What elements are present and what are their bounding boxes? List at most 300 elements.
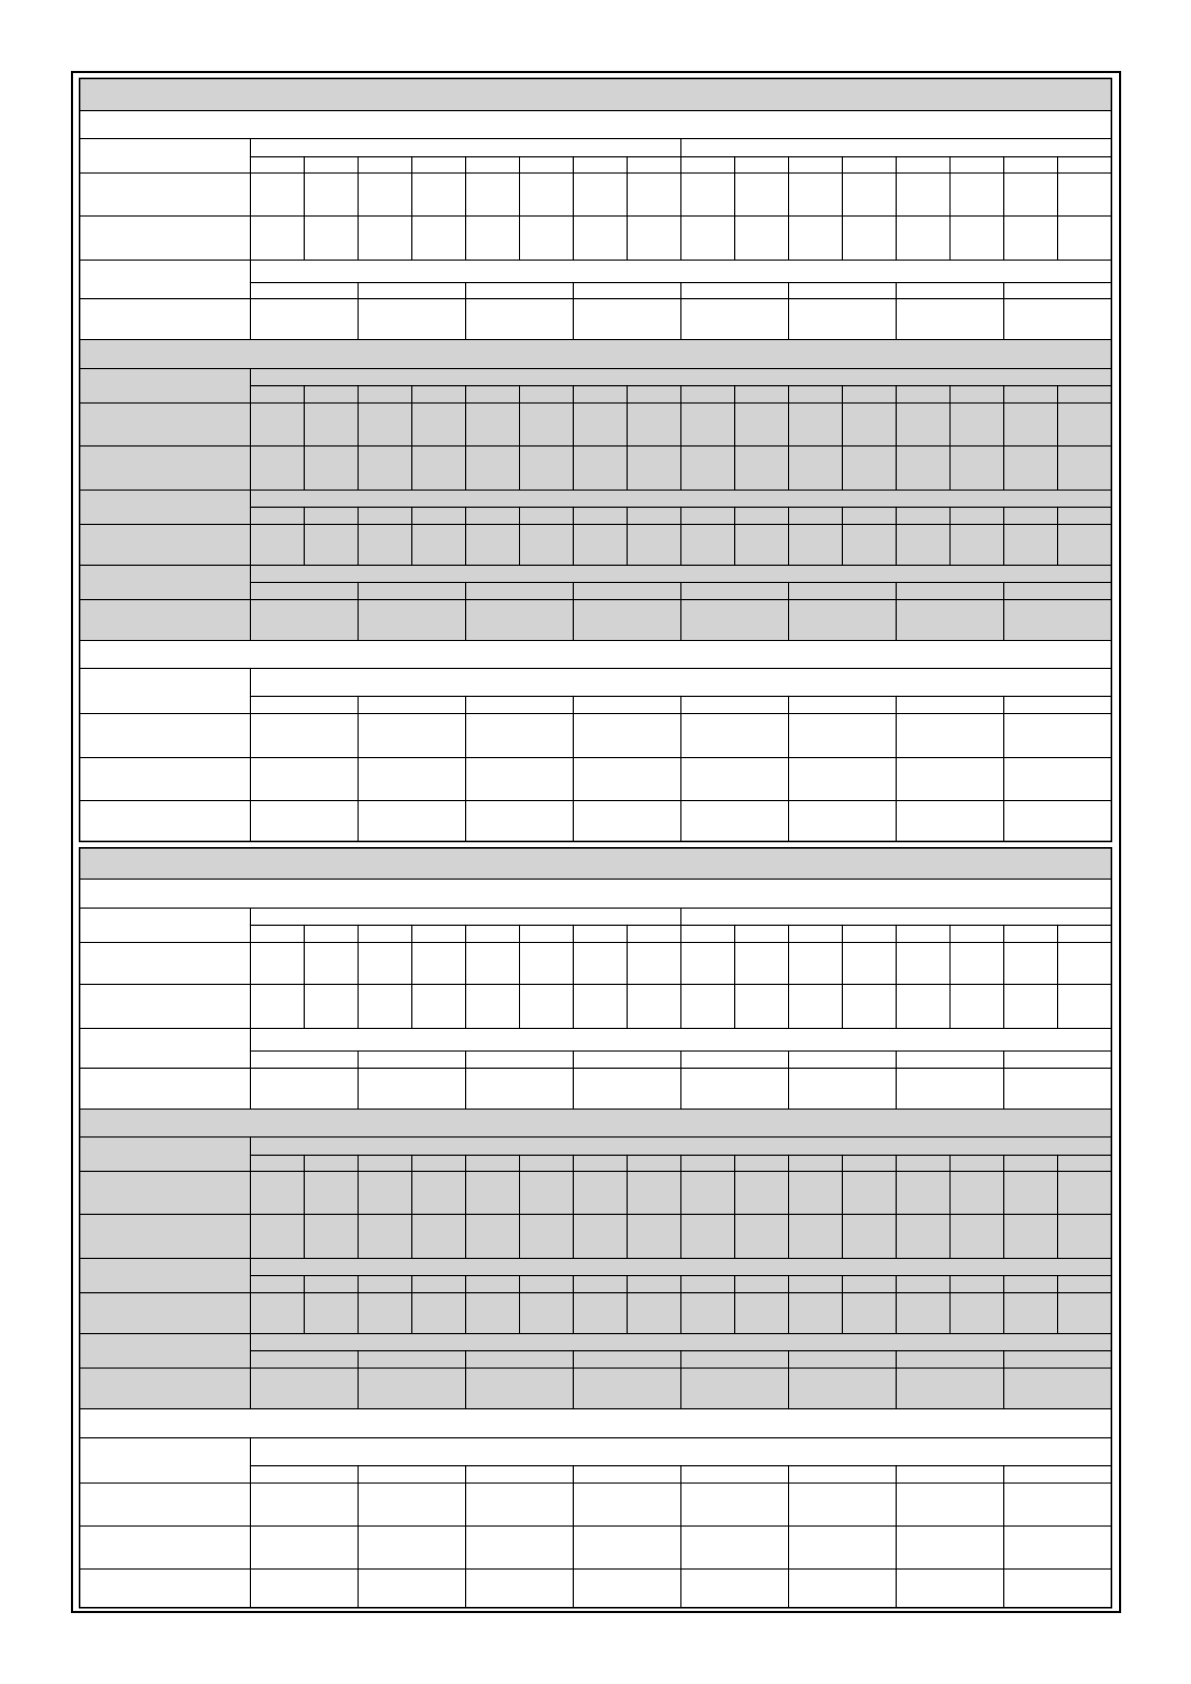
entry-cell [789, 942, 843, 984]
section-band [80, 78, 1112, 110]
entry-cell [466, 758, 574, 801]
row-label-cell [80, 490, 251, 524]
entry-cell [573, 403, 627, 446]
column-header-cell [950, 1155, 1004, 1171]
entry-cell [627, 1293, 681, 1334]
column-header-cell [735, 386, 789, 403]
entry-cell [520, 173, 574, 216]
entry-cell [1004, 801, 1112, 842]
entry-cell [789, 1293, 843, 1334]
entry-cell [412, 984, 466, 1028]
entry-cell [789, 1171, 843, 1214]
entry-cell [466, 299, 574, 340]
group-header-cell [250, 668, 1111, 696]
form-row [80, 1068, 1112, 1109]
column-header-cell [520, 1276, 574, 1293]
entry-cell [466, 216, 520, 260]
column-header-cell [412, 507, 466, 524]
section-band [80, 111, 1112, 139]
group-header-cell [250, 1137, 1111, 1155]
column-header-cell [573, 386, 627, 403]
column-header-cell [789, 283, 897, 299]
column-header-cell [1004, 696, 1112, 713]
entry-cell [250, 1483, 358, 1526]
entry-cell [466, 600, 574, 641]
entry-cell [1004, 524, 1058, 565]
entry-cell [842, 173, 896, 216]
entry-cell [358, 1171, 412, 1214]
form-row [80, 1109, 1112, 1137]
form-row [80, 446, 1112, 490]
entry-cell [466, 524, 520, 565]
entry-cell [358, 216, 412, 260]
column-header-cell [789, 1155, 843, 1171]
entry-cell [789, 600, 897, 641]
column-header-cell [304, 1276, 358, 1293]
entry-cell [520, 1293, 574, 1334]
entry-cell [1058, 173, 1112, 216]
column-header-cell [304, 386, 358, 403]
entry-cell [1058, 446, 1112, 490]
group-header-cell [250, 490, 1111, 507]
column-header-cell [358, 696, 466, 713]
entry-cell [250, 758, 358, 801]
column-header-cell [466, 1051, 574, 1068]
column-header-cell [358, 157, 412, 173]
group-header-cell [250, 1028, 1111, 1051]
entry-cell [1004, 403, 1058, 446]
column-header-cell [250, 1466, 358, 1483]
column-header-cell [896, 582, 1004, 599]
column-header-cell [520, 1155, 574, 1171]
entry-cell [573, 1526, 681, 1569]
entry-cell [412, 173, 466, 216]
entry-cell [573, 216, 627, 260]
entry-cell [896, 1569, 1004, 1608]
entry-cell [250, 600, 358, 641]
entry-cell [681, 403, 735, 446]
column-header-cell [466, 1466, 574, 1483]
column-header-cell [627, 1276, 681, 1293]
entry-cell [466, 942, 520, 984]
entry-cell [412, 1293, 466, 1334]
column-header-cell [466, 157, 520, 173]
entry-cell [950, 942, 1004, 984]
column-header-cell [627, 925, 681, 942]
entry-cell [789, 403, 843, 446]
row-label-cell [80, 299, 251, 340]
entry-cell [1058, 942, 1112, 984]
entry-cell [573, 299, 681, 340]
entry-cell [1058, 984, 1112, 1028]
entry-cell [789, 216, 843, 260]
entry-cell [896, 1368, 1004, 1409]
column-header-cell [735, 157, 789, 173]
column-header-cell [842, 1276, 896, 1293]
column-header-cell [304, 1155, 358, 1171]
column-header-cell [789, 925, 843, 942]
column-header-cell [250, 582, 358, 599]
entry-cell [681, 1068, 789, 1109]
row-label-cell [80, 260, 251, 299]
column-header-cell [681, 1466, 789, 1483]
entry-cell [520, 984, 574, 1028]
section-band [80, 1109, 1112, 1137]
form-block-1 [80, 78, 1112, 841]
entry-cell [789, 1068, 897, 1109]
entry-cell [896, 714, 1004, 758]
column-header-cell [573, 1155, 627, 1171]
column-header-cell [250, 157, 304, 173]
column-header-cell [466, 925, 520, 942]
entry-cell [681, 942, 735, 984]
entry-cell [735, 1214, 789, 1258]
entry-cell [950, 173, 1004, 216]
entry-cell [789, 714, 897, 758]
entry-cell [950, 524, 1004, 565]
column-header-cell [250, 696, 358, 713]
entry-cell [466, 446, 520, 490]
column-header-cell [1004, 507, 1058, 524]
column-header-cell [304, 157, 358, 173]
entry-cell [358, 758, 466, 801]
entry-cell [896, 216, 950, 260]
entry-cell [573, 524, 627, 565]
entry-cell [466, 1293, 520, 1334]
column-header-cell [789, 507, 843, 524]
column-header-cell [735, 1276, 789, 1293]
entry-cell [466, 1526, 574, 1569]
entry-cell [896, 1214, 950, 1258]
entry-cell [520, 524, 574, 565]
column-header-cell [896, 507, 950, 524]
entry-cell [573, 173, 627, 216]
row-label-cell [80, 942, 251, 984]
entry-cell [250, 714, 358, 758]
entry-cell [789, 984, 843, 1028]
form-row [80, 1409, 1112, 1438]
section-band [80, 848, 1112, 879]
column-header-cell [250, 1051, 358, 1068]
entry-cell [950, 1293, 1004, 1334]
column-header-cell [842, 925, 896, 942]
form-row [80, 216, 1112, 260]
entry-cell [358, 1214, 412, 1258]
entry-cell [250, 801, 358, 842]
row-label-cell [80, 1438, 251, 1483]
entry-cell [681, 173, 735, 216]
row-label-cell [80, 446, 251, 490]
entry-cell [735, 446, 789, 490]
group-header-cell [250, 139, 681, 157]
entry-cell [520, 216, 574, 260]
entry-cell [1004, 216, 1058, 260]
entry-cell [1004, 1569, 1112, 1608]
form-row [80, 984, 1112, 1028]
entry-cell [466, 1368, 574, 1409]
entry-cell [573, 1483, 681, 1526]
entry-cell [896, 801, 1004, 842]
entry-cell [412, 524, 466, 565]
section-band [80, 641, 1112, 669]
form-row [80, 1171, 1112, 1214]
entry-cell [250, 1569, 358, 1608]
column-header-cell [358, 582, 466, 599]
column-header-cell [789, 1051, 897, 1068]
column-header-cell [250, 283, 358, 299]
entry-cell [627, 446, 681, 490]
row-label-cell [80, 1569, 251, 1608]
entry-cell [1004, 1368, 1112, 1409]
row-label-cell [80, 1171, 251, 1214]
form-row [80, 668, 1112, 713]
column-header-cell [520, 507, 574, 524]
entry-cell [1004, 984, 1058, 1028]
entry-cell [304, 524, 358, 565]
entry-cell [573, 1171, 627, 1214]
entry-cell [681, 1483, 789, 1526]
entry-cell [358, 942, 412, 984]
row-label-cell [80, 1137, 251, 1171]
column-header-cell [842, 507, 896, 524]
group-header-cell [250, 908, 681, 925]
entry-cell [681, 299, 789, 340]
column-header-cell [896, 1351, 1004, 1368]
entry-cell [358, 299, 466, 340]
entry-cell [1058, 1293, 1112, 1334]
column-header-cell [735, 1155, 789, 1171]
group-header-cell [250, 1334, 1111, 1351]
entry-cell [950, 446, 1004, 490]
entry-cell [304, 1171, 358, 1214]
column-header-cell [789, 386, 843, 403]
column-header-cell [1058, 507, 1112, 524]
entry-cell [1058, 403, 1112, 446]
row-label-cell [80, 1214, 251, 1258]
entry-cell [1004, 299, 1112, 340]
entry-cell [1004, 173, 1058, 216]
form-row [80, 879, 1112, 908]
form-row [80, 299, 1112, 340]
entry-cell [250, 1526, 358, 1569]
entry-cell [573, 801, 681, 842]
entry-cell [466, 1214, 520, 1258]
form-row [80, 1258, 1112, 1292]
entry-cell [573, 714, 681, 758]
column-header-cell [950, 157, 1004, 173]
entry-cell [842, 403, 896, 446]
entry-cell [681, 216, 735, 260]
entry-cell [250, 524, 304, 565]
column-header-cell [627, 157, 681, 173]
form-row [80, 1438, 1112, 1483]
entry-cell [789, 801, 897, 842]
entry-cell [627, 216, 681, 260]
column-header-cell [466, 1276, 520, 1293]
entry-cell [412, 1214, 466, 1258]
column-header-cell [896, 1276, 950, 1293]
entry-cell [896, 446, 950, 490]
form-row [80, 1483, 1112, 1526]
column-header-cell [520, 157, 574, 173]
entry-cell [627, 942, 681, 984]
entry-cell [1004, 1068, 1112, 1109]
entry-cell [304, 1293, 358, 1334]
entry-cell [358, 1368, 466, 1409]
entry-cell [789, 1214, 843, 1258]
group-header-cell [250, 260, 1111, 283]
column-header-cell [573, 283, 681, 299]
column-header-cell [896, 1155, 950, 1171]
column-header-cell [1004, 157, 1058, 173]
entry-cell [789, 1569, 897, 1608]
column-header-cell [789, 1351, 897, 1368]
column-header-cell [412, 1155, 466, 1171]
entry-cell [842, 1214, 896, 1258]
column-header-cell [358, 1466, 466, 1483]
column-header-cell [681, 157, 735, 173]
column-header-cell [896, 1051, 1004, 1068]
entry-cell [520, 1214, 574, 1258]
entry-cell [896, 1293, 950, 1334]
group-header-cell [681, 908, 1112, 925]
form-row [80, 524, 1112, 565]
column-header-cell [1004, 582, 1112, 599]
column-header-cell [573, 1276, 627, 1293]
entry-cell [250, 942, 304, 984]
entry-cell [412, 403, 466, 446]
column-header-cell [950, 1276, 1004, 1293]
row-label-cell [80, 216, 251, 260]
entry-cell [735, 403, 789, 446]
form-row [80, 801, 1112, 842]
entry-cell [358, 600, 466, 641]
column-header-cell [358, 283, 466, 299]
entry-cell [681, 600, 789, 641]
column-header-cell [250, 1276, 304, 1293]
row-label-cell [80, 369, 251, 403]
column-header-cell [681, 1155, 735, 1171]
column-header-cell [466, 1155, 520, 1171]
column-header-cell [1058, 157, 1112, 173]
column-header-cell [466, 1351, 574, 1368]
entry-cell [735, 216, 789, 260]
entry-cell [250, 1171, 304, 1214]
form-row [80, 1526, 1112, 1569]
form-row [80, 758, 1112, 801]
column-header-cell [304, 925, 358, 942]
entry-cell [1004, 758, 1112, 801]
entry-cell [358, 1483, 466, 1526]
section-band [80, 879, 1112, 908]
entry-cell [573, 1068, 681, 1109]
column-header-cell [950, 386, 1004, 403]
entry-cell [842, 984, 896, 1028]
form-row [80, 1137, 1112, 1171]
entry-cell [304, 173, 358, 216]
column-header-cell [573, 157, 627, 173]
entry-cell [466, 1171, 520, 1214]
entry-cell [681, 1214, 735, 1258]
entry-cell [842, 942, 896, 984]
entry-cell [735, 173, 789, 216]
entry-cell [466, 984, 520, 1028]
entry-cell [304, 446, 358, 490]
entry-cell [896, 524, 950, 565]
entry-cell [735, 1293, 789, 1334]
column-header-cell [573, 1466, 681, 1483]
column-header-cell [358, 1351, 466, 1368]
column-header-cell [681, 386, 735, 403]
column-header-cell [1004, 925, 1058, 942]
column-header-cell [1004, 283, 1112, 299]
entry-cell [627, 984, 681, 1028]
entry-cell [573, 1569, 681, 1608]
entry-cell [250, 1293, 304, 1334]
group-header-cell [250, 369, 1111, 386]
entry-cell [950, 984, 1004, 1028]
row-label-cell [80, 1334, 251, 1368]
entry-cell [358, 1068, 466, 1109]
form-row [80, 111, 1112, 139]
row-label-cell [80, 600, 251, 641]
entry-cell [304, 984, 358, 1028]
column-header-cell [358, 1051, 466, 1068]
column-header-cell [1004, 386, 1058, 403]
entry-cell [358, 524, 412, 565]
column-header-cell [573, 507, 627, 524]
column-header-cell [627, 507, 681, 524]
column-header-cell [466, 386, 520, 403]
entry-cell [1058, 216, 1112, 260]
entry-cell [358, 173, 412, 216]
group-header-cell [681, 139, 1112, 157]
entry-cell [466, 1483, 574, 1526]
entry-cell [573, 942, 627, 984]
entry-cell [735, 942, 789, 984]
form-row [80, 1293, 1112, 1334]
column-header-cell [681, 283, 789, 299]
form-row [80, 600, 1112, 641]
row-label-cell [80, 139, 251, 173]
row-label-cell [80, 1526, 251, 1569]
column-header-cell [1058, 1276, 1112, 1293]
form-row [80, 173, 1112, 216]
entry-cell [250, 173, 304, 216]
form-row [80, 908, 1112, 942]
entry-cell [250, 403, 304, 446]
column-header-cell [358, 1155, 412, 1171]
entry-cell [789, 446, 843, 490]
form-row [80, 78, 1112, 110]
column-header-cell [1058, 1155, 1112, 1171]
form-row [80, 490, 1112, 524]
entry-cell [412, 1171, 466, 1214]
entry-cell [412, 216, 466, 260]
entry-cell [789, 524, 843, 565]
column-header-cell [735, 507, 789, 524]
entry-cell [520, 942, 574, 984]
column-header-cell [896, 386, 950, 403]
entry-cell [896, 1068, 1004, 1109]
column-header-cell [573, 1351, 681, 1368]
column-header-cell [842, 386, 896, 403]
form-row [80, 1028, 1112, 1068]
entry-cell [1004, 714, 1112, 758]
form-row [80, 139, 1112, 173]
column-header-cell [250, 925, 304, 942]
entry-cell [681, 1293, 735, 1334]
